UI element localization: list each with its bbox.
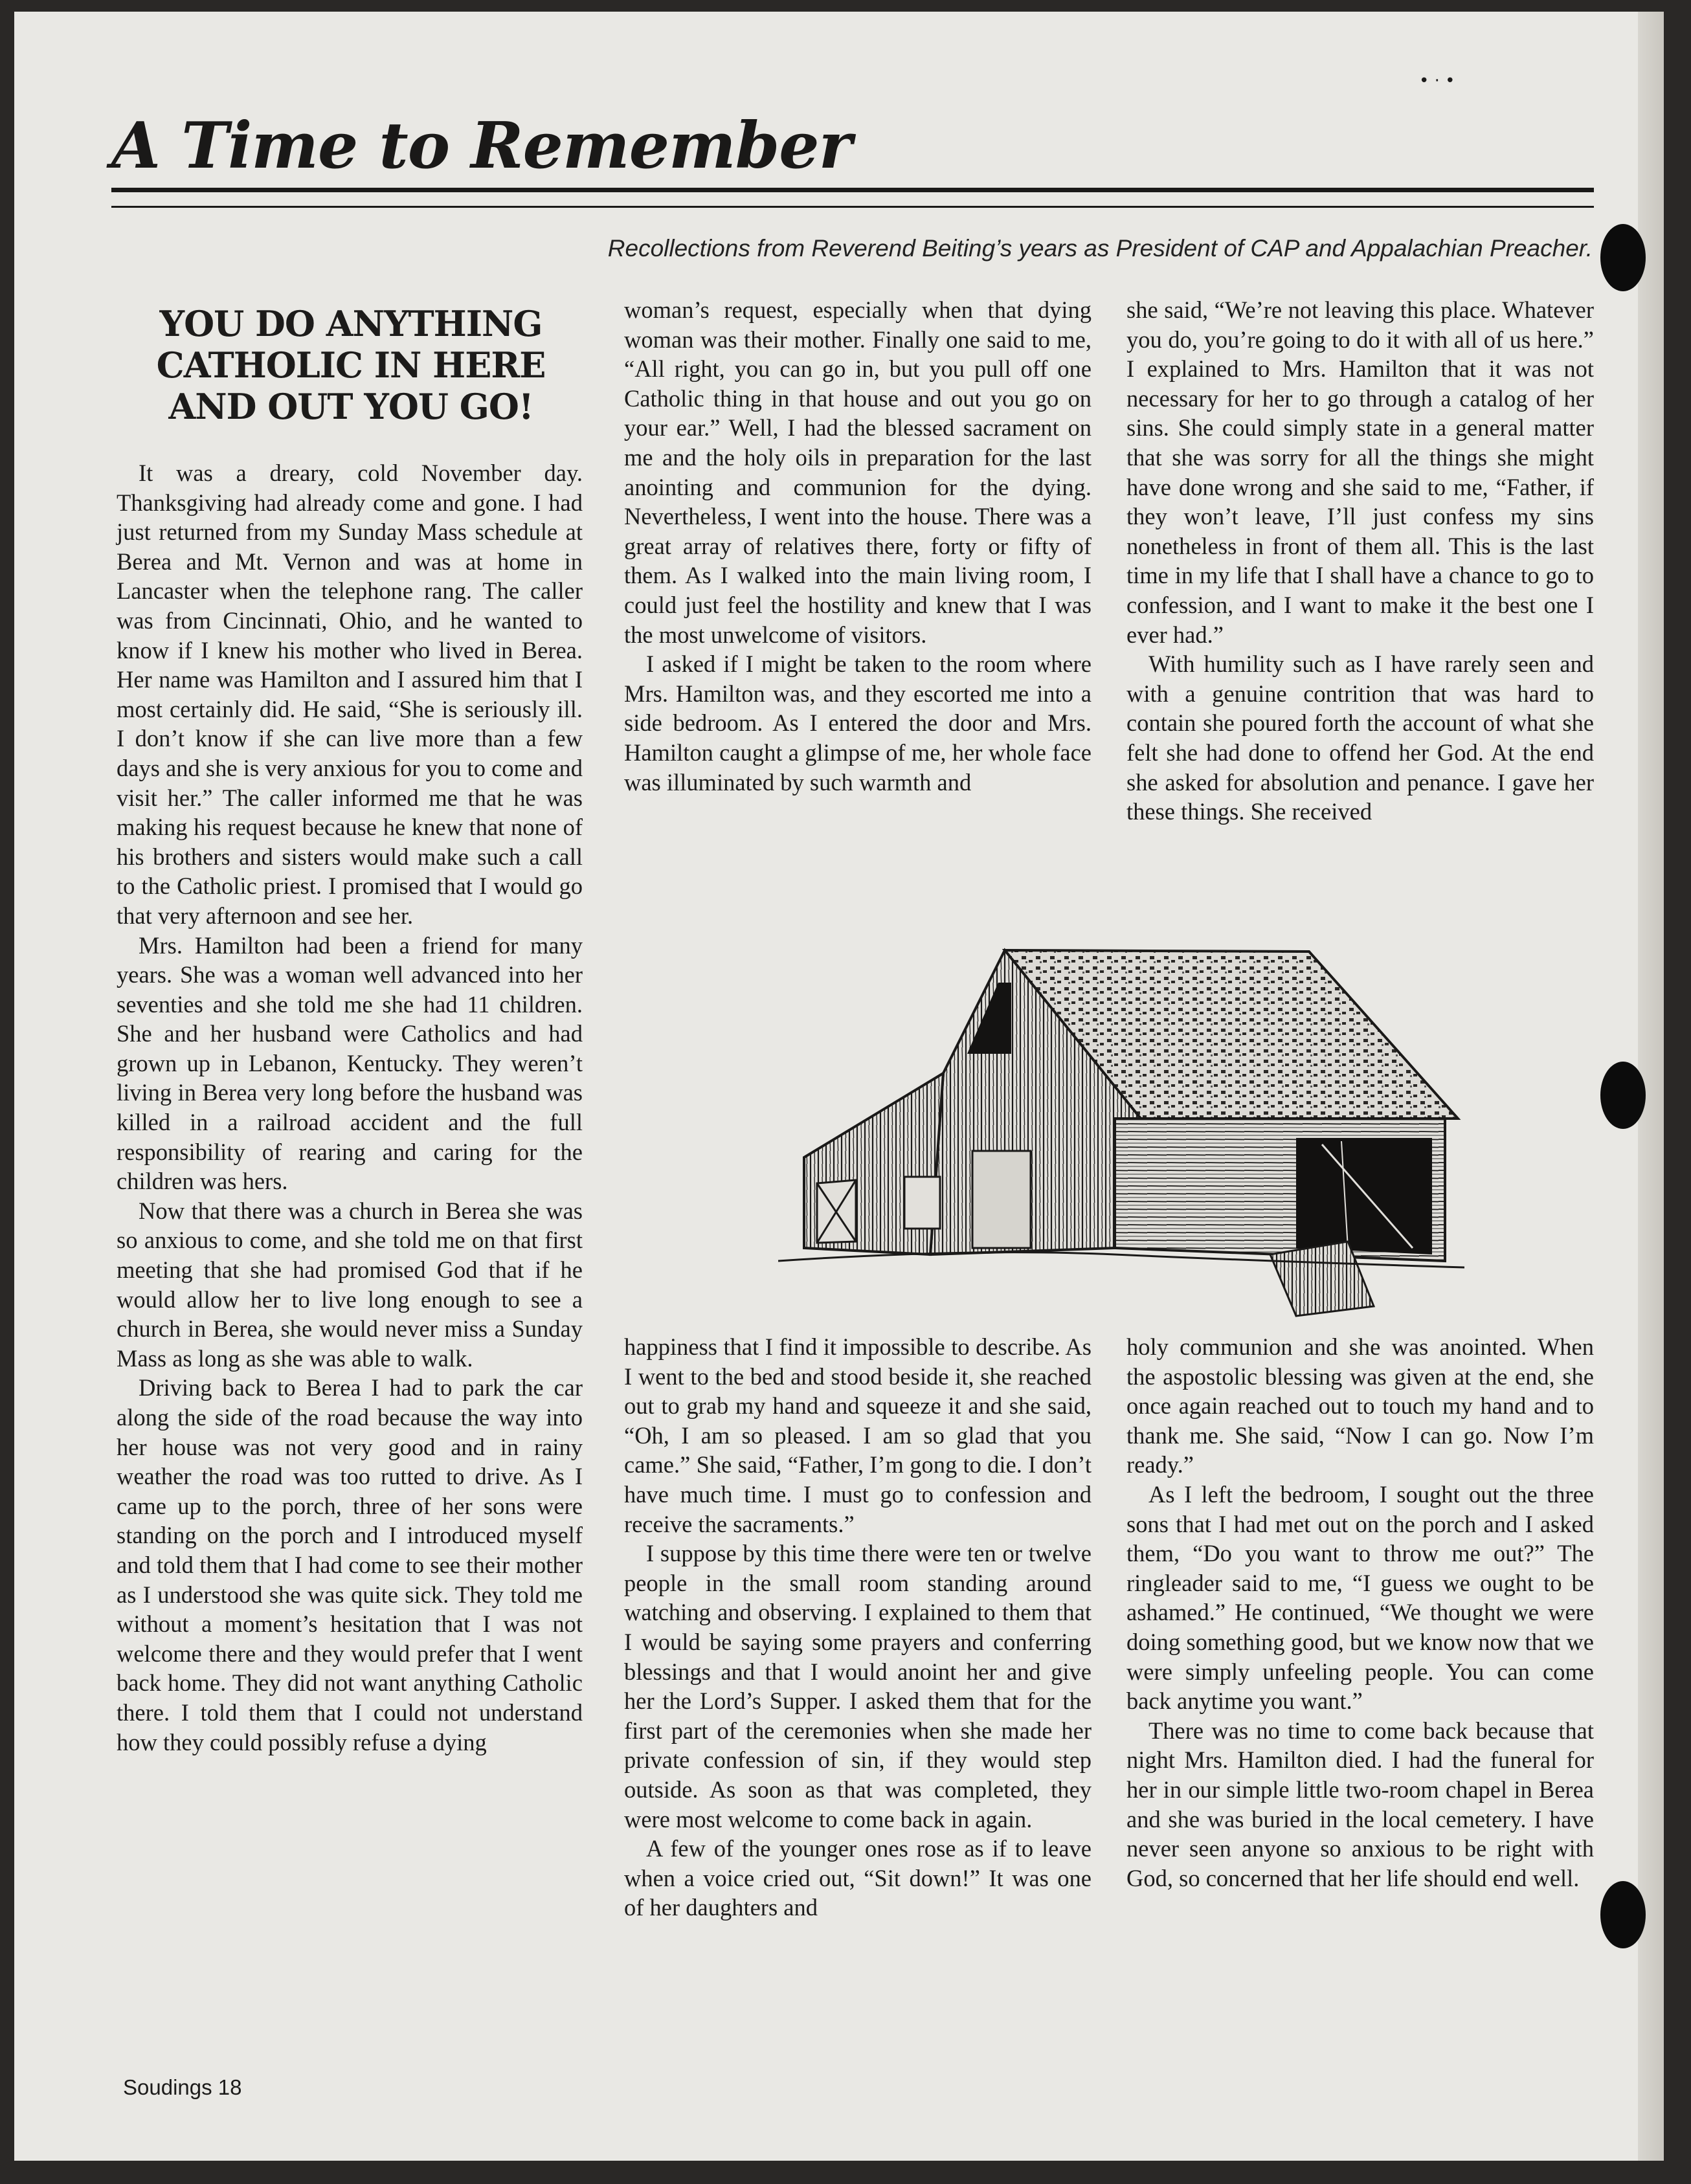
page-footer: Soudings 18: [123, 2075, 242, 2099]
binder-hole-top: [1600, 224, 1646, 291]
paragraph: As I left the bedroom, I sought out the three sons that I had met out on the porch and I asked them, “Do you want to throw me out?” The ringleader said to me, “I guess we ought to be ashamed.” He continued, “We thought we were doing something good, but we know now that we were simply unfeeling people. You can come back anytime you want.”: [1126, 1480, 1594, 1715]
corner-marks: • · •: [1419, 71, 1455, 91]
paragraph: I suppose by this time there were ten or twelve people in the small room standing around watching and observing. I explained to them that I would be saying some prayers and conferring blessings and that I would anoint her and give her the Lord’s Supper. I asked them that for the first part of the ceremonies when she made her private confession of sin, if they would step outside. As soon as that was completed, they were most welcome to come back in again.: [624, 1540, 1092, 1833]
paragraph: With humility such as I have rarely seen and with a genuine contrition that was hard to contain she poured forth the account of what she felt she had done to offend her God. At the end she asked for absolution and penance. I gave her these things. She received: [1126, 651, 1594, 825]
masthead-title: A Time to Remember: [111, 109, 852, 183]
article-column-1: [117, 458, 583, 1757]
article-headline: YOU DO ANYTHING CATHOLIC IN HERE AND OUT YOU GO!: [156, 303, 546, 427]
paragraph: woman’s request, especially when that dying woman was their mother. Finally one said to me, “All right, you can go in, but you pull off one Catholic thing in that house and out you go on your ear.” Well, I had the blessed sacrament on me and the holy oils in preparation for the last anointing and communion for the dying. Nevertheless, I went into the house. There was a great array of relatives there, forty or fifty of them. As I walked into the main living room, I could just feel the hostility and knew that I was the most unwelcome of visitors.: [624, 296, 1092, 648]
binder-hole-bottom: [1600, 1881, 1646, 1948]
article-column-3-top: [1126, 295, 1594, 827]
paragraph: she said, “We’re not leaving this place. Whatever you do, you’re going to do it with all of us here.” I explained to Mrs. Hamilton that it was not necessary for her to go through a catalog of her sins. She could simply state in a general matter that she was sorry for all the things she might have done wrong and she said to me, “Father, if they won’t leave, I’ll just confess my sins nonetheless in front of them all. This is the last time in my life that I shall have a chance to go to confession, and I want to make it the best one I ever had.”: [1126, 296, 1594, 648]
paragraph: holy communion and she was anointed. When the aspostolic blessing was given at the end, she once again reached out to touch my hand and to thank me. She said, “Now I can go. Now I’m ready.”: [1126, 1333, 1594, 1478]
paragraph: I asked if I might be taken to the room where Mrs. Hamilton was, and they escorted me into a side bedroom. As I entered the door and Mrs. Hamilton caught a glimpse of me, her whole face was illuminated by such warmth and: [624, 651, 1092, 796]
article-column-3-bottom: [1126, 1332, 1594, 1893]
barn-illustration: [778, 944, 1464, 1319]
section-subtitle: Recollections from Reverend Beiting’s years as President of CAP and Appalachian Preacher.: [607, 235, 1593, 262]
paragraph: Driving back to Berea I had to park the car along the side of the road because the way into her house was not very good and in rainy weather the road was too rutted to drive. As I came up to the porch, three of her sons were standing on the porch and I introduced myself and told them that I had come to see their mother as I understood she was quite sick. They told me without a moment’s hesitation that I was not welcome there and they would prefer that I went back home. They did not want anything Catholic there. I told them that I could not understand how they could possibly refuse a dying: [117, 1374, 583, 1755]
paragraph: There was no time to come back because that night Mrs. Hamilton died. I had the funeral for her in our simple little two-room chapel in Berea and she was buried in the local cemetery. I have never seen anyone so anxious to be right with God, so concerned that her life should end well.: [1126, 1717, 1594, 1891]
masthead-rule-thin: [111, 206, 1594, 208]
paragraph: It was a dreary, cold November day. Thanksgiving had already come and gone. I had just returned from my Sunday Mass schedule at Berea and Mt. Vernon and was at home in Lancaster when the telephone rang. The caller was from Cincinnati, Ohio, and he wanted to know if I knew his mother who lived in Berea. Her name was Hamilton and I assured him that I most certainly did. He said, “She is seriously ill. I don’t know if she can live more than a few days and she is very anxious for you to come and visit her.” The caller informed me that he was making his request because he knew that none of his brothers and sisters would make such a call to the Catholic priest. I promised that I would go that very afternoon and see her.: [117, 460, 583, 929]
paragraph: happiness that I find it impossible to describe. As I went to the bed and stood beside it, she reached out to grab my hand and squeeze it and she said, “Oh, I am so pleased. I am so glad that you came.” She said, “Father, I’m gong to die. I don’t have much time. I must go to confession and receive the sacraments.”: [624, 1333, 1092, 1537]
paragraph: A few of the younger ones rose as if to leave when a voice cried out, “Sit down!” It was one of her daughters and: [624, 1835, 1092, 1921]
article-column-2-bottom: [624, 1332, 1092, 1922]
paragraph: Mrs. Hamilton had been a friend for many years. She was a woman well advanced into her seventies and she told me she had 11 children. She and her husband were Catholics and had grown up in Lebanon, Kentucky. They weren’t living in Berea very long before the husband was killed in a railroad accident and the full responsibility of rearing and caring for the children was hers.: [117, 931, 583, 1195]
masthead-rule-thick: [111, 188, 1594, 192]
binder-hole-middle: [1600, 1062, 1646, 1129]
magazine-page: [14, 12, 1664, 2161]
paragraph: Now that there was a church in Berea she was so anxious to come, and she told me on that first meeting that she had promised God that if he would allow her to live long enough to see a church in Berea, she would never miss a Sunday Mass as long as she was able to walk.: [117, 1197, 583, 1372]
article-column-2-top: [624, 295, 1092, 797]
